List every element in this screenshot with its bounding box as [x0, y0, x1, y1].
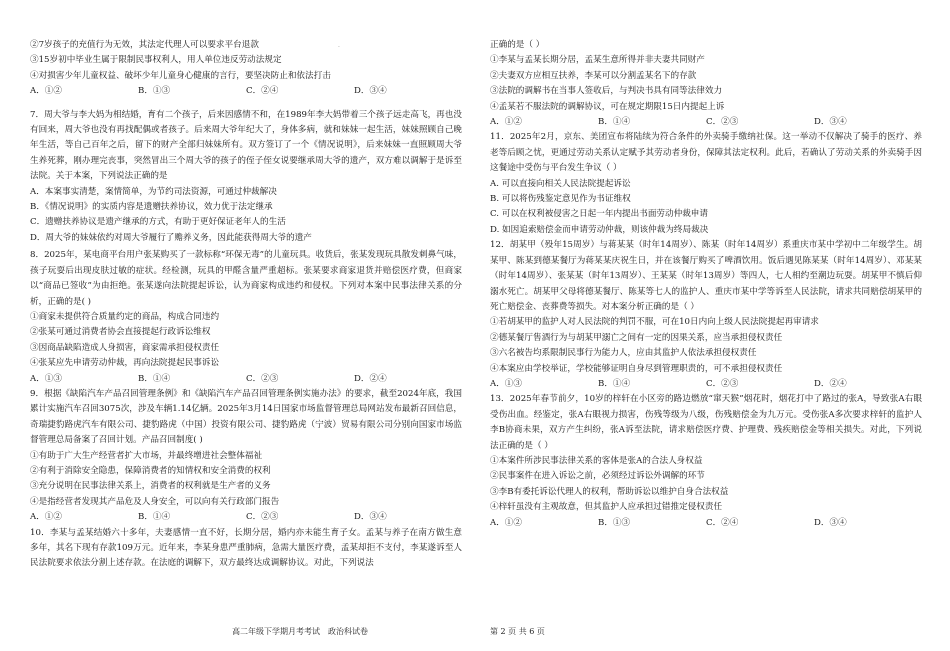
- q13-item-4: ④梓轩虽没有主观故意，但其监护人应承担过错推定侵权责任: [490, 502, 723, 513]
- q6-option-b: B．①③: [138, 86, 171, 97]
- q9-item-1: ①有助于广大生产经营者扩大市场，并最终增进社会整体福祉: [30, 450, 263, 461]
- q12-stem: 12．胡某甲（殁年15周岁）与蒋某某（时年14周岁）、陈某（时年14周岁）系重庆市某中学初中二年级学生。胡某甲、陈某到德某餐厅为蒋某某庆祝生日，并在该餐厅购买了啤酒饮用。饭后遇见陈某某（时年14周岁）、邓某某（时年14周岁）、张某某（时年13周岁）、王某某（时年13周岁）等四人，七人相约至潮边玩耍。胡某甲不慎后仰溺水死亡。胡某甲父母将德某餐厅、陈某等七人的监护人、重庆市某中学等诉至人民法院，请求共同赔偿胡某甲的死亡赔偿金、丧葬费等损失。对本案分析正确的是（ ）: [490, 240, 922, 312]
- q7-option-c: C．遗赠扶养协议是遗产继承的方式，有助于更好保证老年人的生活: [30, 217, 286, 228]
- q10-option-c: C．②③: [706, 117, 739, 128]
- q10-option-d: D．③④: [814, 117, 847, 128]
- q12-item-1: ①若胡某甲的监护人对人民法院的判罚不服，可在10日内向上级人民法院提起再审请求: [490, 317, 819, 328]
- q10-options: [490, 115, 922, 130]
- q10-stem: 10．李某与孟某结婚六十多年，夫妻感情一直不好，长期分居，婚内亦未能生育子女。孟某与养子在南方做生意多年，其名下现有存款109万元。近年来，李某身患严重肺病，急需大量医疗费，孟某却拒不支付，李某遂诉至人民法院要求依法分割上述存款。在法庭的调解下，双方最终达成调解协议。对此，下列说法: [30, 527, 462, 569]
- q8-item-1: ①商家未提供符合质量约定的商品，构成合同违约: [30, 311, 220, 322]
- q11-option-b: B. 可以将伤残鉴定意见作为书证维权: [490, 194, 631, 205]
- q13-option-a: A．①②: [490, 517, 522, 528]
- q10-stem-tail: 正确的是（ ）: [490, 40, 545, 50]
- q13-item-1: ①本案件所涉民事法律关系的客体是张A的合法人身权益: [490, 455, 703, 466]
- q9-option-a: A．①②: [30, 512, 62, 523]
- q8-option-d: D．②④: [354, 373, 387, 384]
- q13-option-d: D．③④: [814, 517, 847, 528]
- q12-item-2: ②德某餐厅售酒行为与胡某甲溺亡之间有一定的因果关系，应当承担侵权责任: [490, 332, 783, 343]
- q9-options: [30, 510, 462, 525]
- q13-options: [490, 516, 922, 531]
- q7-stem: 7．周大爷与李大妈为相结婚，育有二个孩子，后来因感情不和，在1989年李大妈带着三个孩子远走高飞，再也没有回来，周大爷也没有再找配偶或者孩子。后来周大爷年纪大了，身体多病，就和妹妹一起生活，妹妹照顾自己晚年生活，等自己百年之后，留下的财产全部归妹妹所有。双方签订了一个《情况说明》，后来妹妹一直照顾周大爷生养死葬，刚办理完丧事，突然冒出三个周大爷的孩子的侄子侄女说要继承周大爷的遗产，双方难以调解于是诉至法院。关于本案，下列说法正确的是: [30, 109, 462, 182]
- left-column: [30, 38, 462, 572]
- q6-item-4: ④对损害少年儿童权益、破坏少年儿童身心健康的言行，要坚决防止和依法打击: [30, 70, 331, 81]
- q13-option-b: B．①③: [598, 517, 631, 528]
- q8-item-3: ③因商品缺陷造成人身损害，商家需承担侵权责任: [30, 342, 220, 353]
- q11-option-d: D. 如因追索赔偿金而申请劳动仲裁，则该仲裁为终局裁决: [490, 224, 709, 235]
- q6-option-c: C．②④: [246, 86, 279, 97]
- q9-option-c: C．②③: [246, 512, 279, 523]
- q9-item-2: ②有利于消除安全隐患，保障消费者的知情权和安全消费的权利: [30, 465, 271, 476]
- q13-option-c: C．②④: [706, 517, 739, 528]
- q8-options: [30, 372, 462, 387]
- q9-item-3: ③充分说明在民事法律关系上，消费者的权利就是生产者的义务: [30, 481, 271, 492]
- q7-option-a: A．本案事实清楚，案情简单，为节约司法资源，可通过仲裁解决: [30, 186, 277, 197]
- q10-item-2: ②夫妻双方应相互扶养，李某可以分割孟某名下的存款: [490, 70, 697, 81]
- q11-option-c: C. 可以在权利被侵害之日起一年内提出书面劳动仲裁申请: [490, 209, 708, 220]
- q13-stem: 13．2025年春节前夕，10岁的梓轩在小区旁的路边燃放“窜天猴”烟花时，烟花打中了路过的张A，导致张A右眼受伤出血。经鉴定，张A右眼视力损害，伤残等级为八级，伤残赔偿金为九万元。受伤张A多次要求梓轩的监护人李B协商未果，双方产生纠纷，张A诉至法院，请求赔偿医疗费、护理费、残疾赔偿金等相关损失。对此，下列说法正确的是（ ）: [490, 394, 922, 451]
- q12-option-c: C．②③: [706, 378, 739, 389]
- q9-option-d: D．③④: [354, 512, 387, 523]
- q6-option-a: A．①②: [30, 86, 62, 97]
- q7-option-d: D．周大爷的妹妹依约对周大爷履行了赡养义务，因此能获得周大爷的遗产: [30, 232, 312, 243]
- q6-option-d: D．③④: [354, 86, 387, 97]
- q10-item-4: ④孟某若不服法院的调解协议，可在规定期限15日内提起上诉: [490, 101, 725, 112]
- q8-item-4: ④张某应先申请劳动仲裁，再向法院提起民事诉讼: [30, 358, 220, 369]
- q8-option-a: A．①③: [30, 373, 62, 384]
- q8-option-b: B．①④: [138, 373, 171, 384]
- q12-options: [490, 377, 922, 392]
- q9-option-b: B．①④: [138, 512, 171, 523]
- q10-item-3: ③法院的调解书在当事人签收后，与判决书具有同等法律效力: [490, 86, 723, 97]
- q13-item-3: ③李B有委托诉讼代理人的权利，帮助诉讼以维护自身合法权益: [490, 486, 729, 497]
- footer-exam-title: 高二年级下学期月考考试 政治科试卷: [232, 627, 368, 636]
- q10-option-b: B．①④: [598, 117, 631, 128]
- q9-item-4: ④是指经营者发现其产品危及人身安全，可以向有关行政部门报告: [30, 496, 280, 507]
- q8-stem: 8．2025年，某电商平台用户张某购买了一款标称“环保无毒”的儿童玩具。收货后，张某发现玩具散发刺鼻气味，孩子玩耍后出现皮肤过敏的症状。经检测，玩具的甲醛含量严重超标。张某要求商家退货并赔偿医疗费，但商家以“商品已签收”为由拒绝。张某遂向法院提起诉讼，认为商家构成违约和侵权。下列对本案中民事法律关系的分析，正确的是( ): [30, 250, 462, 307]
- q12-option-d: D．②④: [814, 378, 847, 389]
- q8-item-2: ②张某可通过消费者协会直接提起行政诉讼维权: [30, 327, 211, 338]
- q12-option-a: A．①③: [490, 378, 522, 389]
- q6-item-2: ②7岁孩子的充值行为无效，其法定代理人可以要求平台退款: [30, 40, 259, 50]
- q6-item-3: ③15岁初中毕业生属于限制民事权利人，用人单位违反劳动法规定: [30, 55, 282, 66]
- q13-item-2: ②民事案件在进入诉讼之前，必须经过诉讼外调解的环节: [490, 471, 705, 482]
- q12-item-3: ③六名被告均系限制民事行为能力人，应由其监护人依法承担侵权责任: [490, 348, 757, 359]
- q6-options: [30, 84, 462, 99]
- q12-item-4: ④本案应由学校举证，学校能够证明自身尽到管理职责的，可不承担侵权责任: [490, 363, 783, 374]
- q8-option-c: C．②③: [246, 373, 279, 384]
- q7-option-b: B．《情况说明》的实质内容是遗赠扶养协议，效力优于法定继承: [30, 202, 273, 213]
- q10-option-a: A．①②: [490, 117, 522, 128]
- q12-option-b: B．①④: [598, 378, 631, 389]
- right-column: [490, 38, 922, 531]
- q11-stem: 11．2025年2月，京东、美团宣布将陆续为符合条件的外卖骑手缴纳社保。这一举动不仅解决了骑手的医疗、养老等后顾之忧，更通过劳动关系认定赋予其劳动者身份，保障其法定权利。此后，若确认了劳动关系的外卖骑手因这餐途中受伤与平台发生争议（ ）: [490, 132, 922, 174]
- scan-mark: ·: [338, 44, 340, 51]
- footer-page-number: 第 2 页 共 6 页: [490, 627, 545, 636]
- q11-option-a: A. 可以直接向相关人民法院提起诉讼: [490, 178, 631, 189]
- q9-stem: 9．根据《缺陷汽车产品召回管理条例》和《缺陷汽车产品召回管理条例实施办法》的要求，截至2024年底，我国累计实施汽车召回3075次，涉及车辆1.14亿辆。2025年3月14日国家市场监督管理总局网站发布最新召回信息，奇瑞捷豹路虎汽车有限公司、捷豹路虎（中国）投资有限公司、捷豹路虎（宁波）贸易有限公司分别向国家市场监督管理总局备案了召回计划。产品召回制度( ): [30, 388, 462, 446]
- q10-item-1: ①李某与孟某长期分居，孟某生意所得并非夫妻共同财产: [490, 55, 705, 66]
